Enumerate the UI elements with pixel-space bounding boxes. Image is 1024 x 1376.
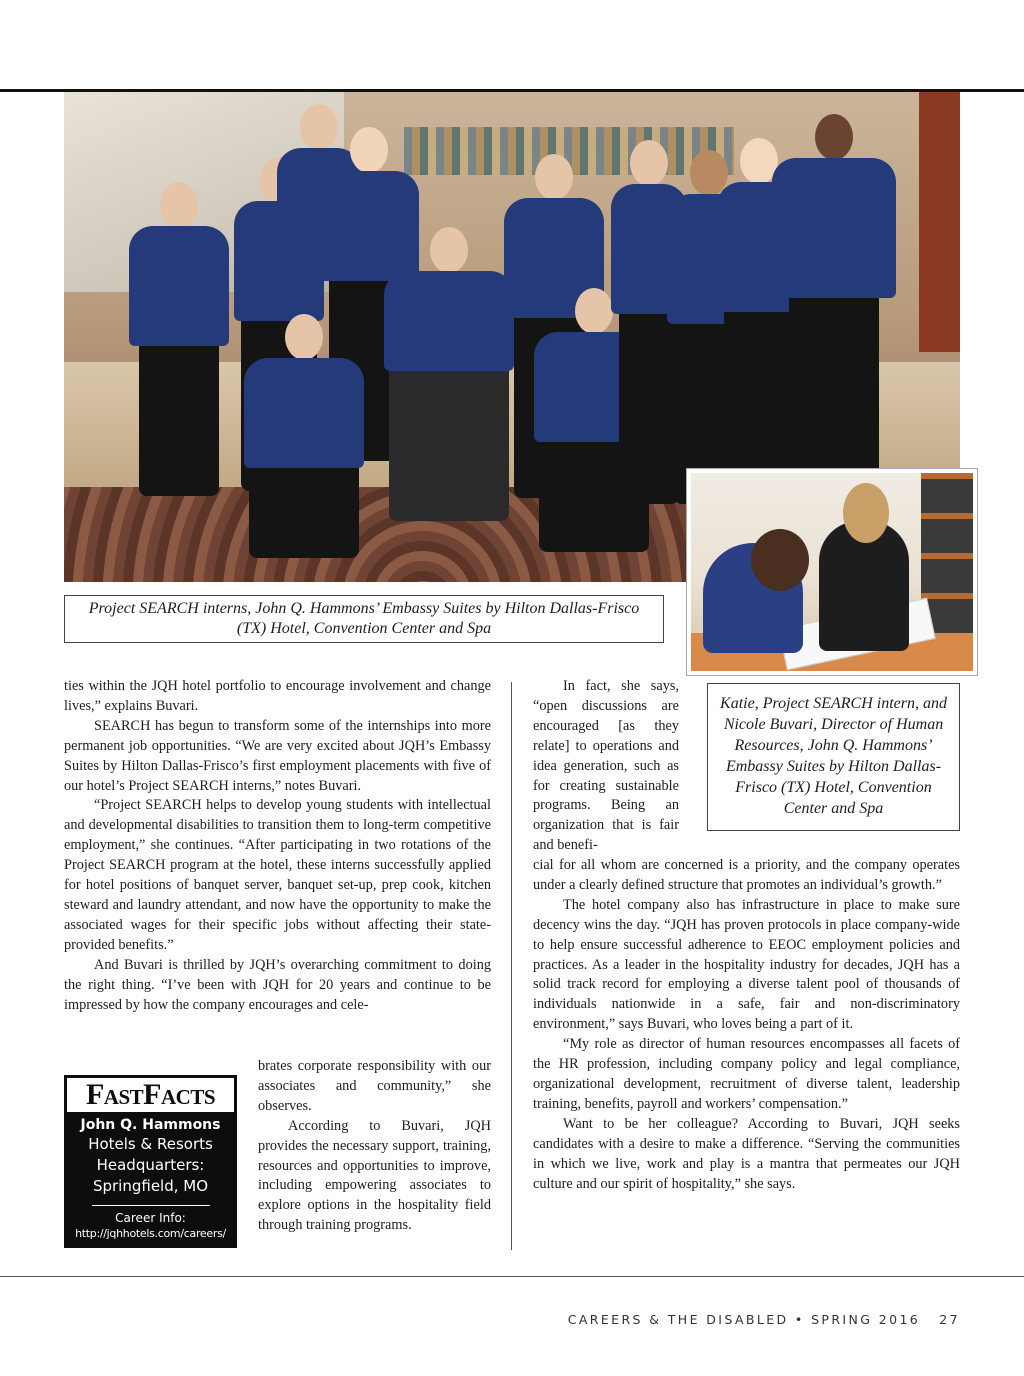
paragraph: ties within the JQH hotel portfolio to encourage involvement and change lives,” explains Buvari. — [64, 678, 491, 714]
main-photo-caption: Project SEARCH interns, John Q. Hammons’ Embassy Suites by Hilton Dallas-Frisco (TX) Hotel, Convention Center and Spa — [64, 595, 664, 643]
person-figure — [819, 521, 909, 651]
paragraph: cial for all whom are concerned is a priority, and the company operates under a clearly defined structure that promotes an individual’s growth.” — [533, 857, 960, 893]
paragraph: The hotel company also has infrastructure in place to make sure decency wins the day. “JQH has proven protocols in place company-wide to help ensure successful adherence to EEOC employment policies and practices. As a leader in the hospitality industry for decades, JQH has a solid track record for employing a diverse talent pool of thousands of individuals nationwide in a safe, fair and non-discriminatory environment,” says Buvari, who loves being a part of it. — [533, 896, 960, 1033]
fast-facts-box — [64, 1075, 237, 1248]
bottom-rule — [0, 1276, 1024, 1277]
paragraph: Want to be her colleague? According to Buvari, JQH seeks candidates with a desire to make a difference. “Serving the communities in which we live, work and play is a mantra that permeates our JQH culture and our spirit of hospitality,” she says. — [533, 1115, 960, 1192]
career-info-label: Career Info: — [115, 1211, 186, 1225]
paragraph: “My role as director of human resources encompasses all facets of the HR profession, including company policy and legal compliance, organizational development, recruitment of diverse talent, leadership training, benefits, payroll and workers’ compensation.” — [533, 1036, 960, 1112]
paragraph: “Project SEARCH helps to develop young students with intellectual and developmental disabilities to transition them to long-term competitive employment,” she continues. “After participating in two rotations of the Project SEARCH program at the hotel, these interns successfully applied for hotel positions of banquet server, banquet set-up, prep cook, kitchen steward and laundry attendant, and now have the opportunity to make the associated wages for their specific jobs without affecting their state-provided benefits.” — [64, 797, 491, 953]
inset-photo — [686, 468, 978, 676]
column-divider — [511, 682, 512, 1250]
paragraph: brates corporate responsibility with our associates and community,” she observes. — [258, 1058, 491, 1114]
headquarters-label: Headquarters: — [96, 1156, 205, 1174]
person-figure — [379, 227, 519, 521]
person-figure — [769, 114, 899, 498]
career-info-link[interactable]: http://jqhhotels.com/careers/ — [75, 1227, 226, 1240]
page-footer — [545, 1312, 960, 1327]
article-right-narrow-column — [533, 677, 679, 856]
paragraph: And Buvari is thrilled by JQH’s overarching commitment to doing the right thing. “I’ve been with JQH for 20 years and continue to be impressed by how the company encourages and cele- — [64, 956, 491, 1013]
article-right-column — [533, 856, 960, 1194]
publication-name: CAREERS & THE DISABLED • SPRING 2016 — [567, 1312, 921, 1327]
paragraph: SEARCH has begun to transform some of the internships into more permanent job opportunities. “We are very excited about JQH’s Embassy Suites by Hilton Dallas-Frisco’s first employment placements with five of our hotel’s Project SEARCH interns,” notes Buvari. — [64, 717, 491, 794]
headquarters-location: Springfield, MO — [92, 1177, 209, 1195]
company-name: John Q. Hammons — [80, 1117, 221, 1133]
person-figure — [239, 314, 369, 558]
page-number: 27 — [939, 1312, 960, 1327]
article-left-narrow-column — [258, 1057, 491, 1236]
fast-facts-rule — [92, 1205, 210, 1206]
paragraph: According to Buvari, JQH provides the necessary support, training, resources and opportunities to improve, including empowering associates to explore options in the hospitality field through training programs. — [258, 1117, 491, 1234]
person-figure — [703, 543, 803, 653]
photo-pillar — [919, 92, 960, 352]
paragraph: In fact, she says, “open discussions are encouraged [as they relate] to operations and idea generation, such as for creating sustainable programs. Being an organization that is fair and benefi- — [533, 678, 679, 854]
person-figure — [124, 182, 234, 496]
fast-facts-title: FastFacts — [67, 1078, 234, 1112]
company-line: Hotels & Resorts — [88, 1135, 213, 1153]
inset-photo-caption: Katie, Project SEARCH intern, and Nicole Buvari, Director of Human Resources, John Q. Hammons’ Embassy Suites by Hilton Dallas-Frisco (TX) Hotel, Convention Center and Spa — [707, 683, 960, 831]
article-left-column — [64, 677, 491, 1015]
